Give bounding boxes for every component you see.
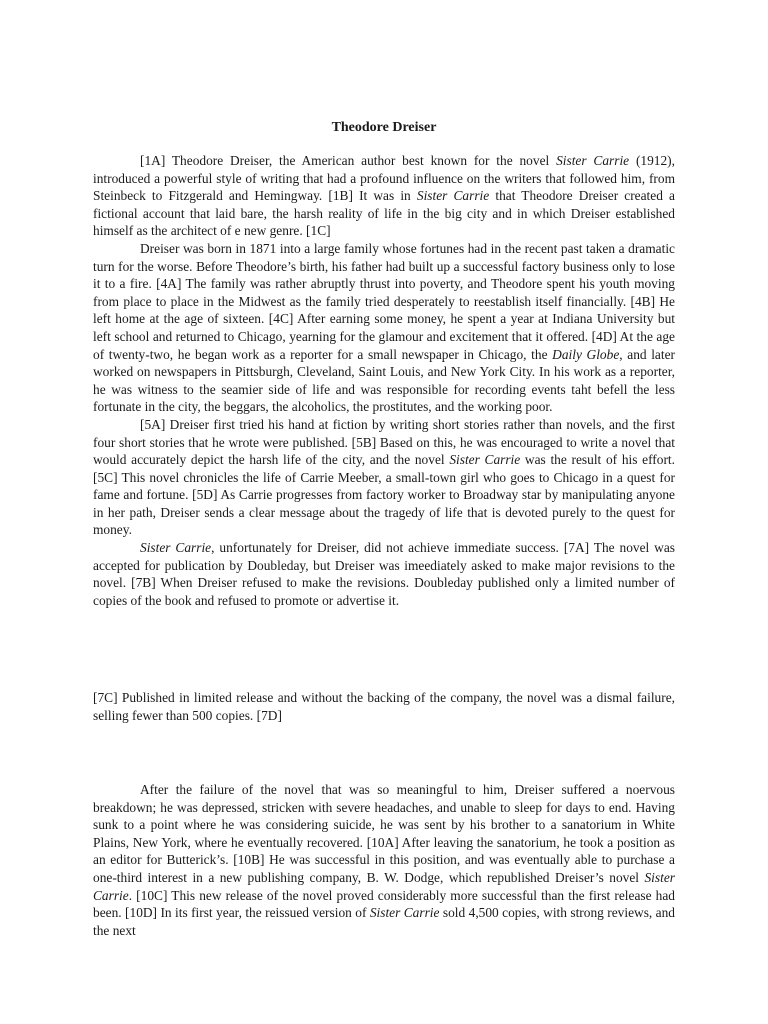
book-title: Sister Carrie bbox=[416, 188, 490, 204]
book-title: Sister Carrie bbox=[140, 540, 212, 556]
paragraph-5 bbox=[93, 689, 675, 724]
text-run: After the failure of the novel that was so meaningful to him, Dreiser suffered a noervous breakdown; he was depressed, stricken with severe headaches, and unable to sleep for days to end. Having sunk to a point where he was considering suicide, he was sent by his brother to a sanatorium in White Plains, New York, where he eventually recovered. [10A] After leaving the sanatorium, he took a position as an editor for Butterick’s. [10B] He was successful in this position, and was eventually able to purchase a one-third interest in a new publishing company, B. W. Dodge, which republished Dreiser’s novel bbox=[93, 782, 675, 885]
text-run: , and later worked on newspapers in Pittsburgh, Cleveland, Saint Louis, and New York City. In his work as a reporter, he was witness to the seamier side of life and was responsible for recording events taht befell the less fortunate in the city, the beggars, the alcoholics, the prostitutes, and the working poor. bbox=[93, 346, 675, 415]
paragraph-3 bbox=[93, 416, 675, 539]
text-block-bottom bbox=[93, 781, 675, 939]
book-title: Sister Carrie bbox=[369, 905, 440, 921]
book-title: Sister Carrie bbox=[556, 153, 630, 168]
text-run: that Theodore Dreiser created a fictional account that laid bare, the harsh reality of life in the big city and in which Dreiser established himself as the architect of e new genre. [1C] bbox=[93, 188, 675, 239]
text-run: . [10C] This new release of the novel proved considerably more successful than the first release had been. [10D] In its first year, the reissued version of bbox=[93, 887, 675, 921]
text-block-top bbox=[93, 152, 675, 609]
book-title: Sister Carrie bbox=[93, 869, 675, 903]
paragraph-6 bbox=[93, 781, 675, 939]
text-run: [1A] Theodore Dreiser, the American author best known for the novel bbox=[140, 153, 557, 168]
document-title: Theodore Dreiser bbox=[331, 120, 437, 135]
paragraph-4 bbox=[93, 539, 675, 609]
document-page bbox=[93, 0, 675, 1024]
book-title: Sister Carrie bbox=[449, 452, 521, 468]
paragraph-1 bbox=[93, 152, 675, 240]
paragraph-2 bbox=[93, 240, 675, 416]
text-run: (1912), introduced a powerful style of writing that had a profound influence on the writers that followed him, from Steinbeck to Fitzgerald and Hemingway. [1B] It was in bbox=[93, 153, 675, 204]
text-run: [5A] Dreiser first tried his hand at fiction by writing short stories rather than novels, and the first four short stories that he wrote were published. [5B] Based on this, he was encouraged to write a novel that would accurately depict the harsh life of the city, and the novel bbox=[93, 416, 675, 468]
text-block-middle bbox=[93, 689, 675, 724]
text-run: was the result of his effort. [5C] This novel chronicles the life of Carrie Meeber, a small-town girl who goes to Chicago in a quest for fame and fortune. [5D] As Carrie progresses from factory worker to Broadway star by manipulating anyone in her path, Dreiser sends a clear message about the tragedy of life that is devoted purely to the quest for money. bbox=[93, 452, 675, 538]
newspaper-title: Daily Globe bbox=[552, 346, 620, 362]
text-run: Dreiser was born in 1871 into a large family whose fortunes had in the recent past taken a dramatic turn for the worse. Before Theodore’s birth, his father had built up a successful factory business only to lose it to a fire. [4A] The family was rather abruptly thrust into poverty, and Theodore spent his youth moving from place to place in the Midwest as the family tried desperately to reestablish itself financially. [4B] He left home at the age of sixteen. [4C] After earning some money, he spent a year at Indiana University but left school and returned to Chicago, yearning for the glamour and excitement that it offered. [4D] At the age of twenty-two, he began work as a reporter for a small newspaper in Chicago, the bbox=[93, 240, 675, 362]
text-run: [7C] Published in limited release and without the backing of the company, the novel was a dismal failure, selling fewer than 500 copies. [7D] bbox=[93, 690, 675, 723]
text-run: sold 4,500 copies, with strong reviews, and the next bbox=[93, 905, 676, 938]
text-run: , unfortunately for Dreiser, did not achieve immediate success. [7A] The novel was accepted for publication by Doubleday, but Dreiser was imeediately asked to make major revisions to the novel. [7B] When Dreiser refused to make the revisions. Doubleday published only a limited number of copies of the book and refused to promote or advertise it. bbox=[93, 540, 676, 608]
